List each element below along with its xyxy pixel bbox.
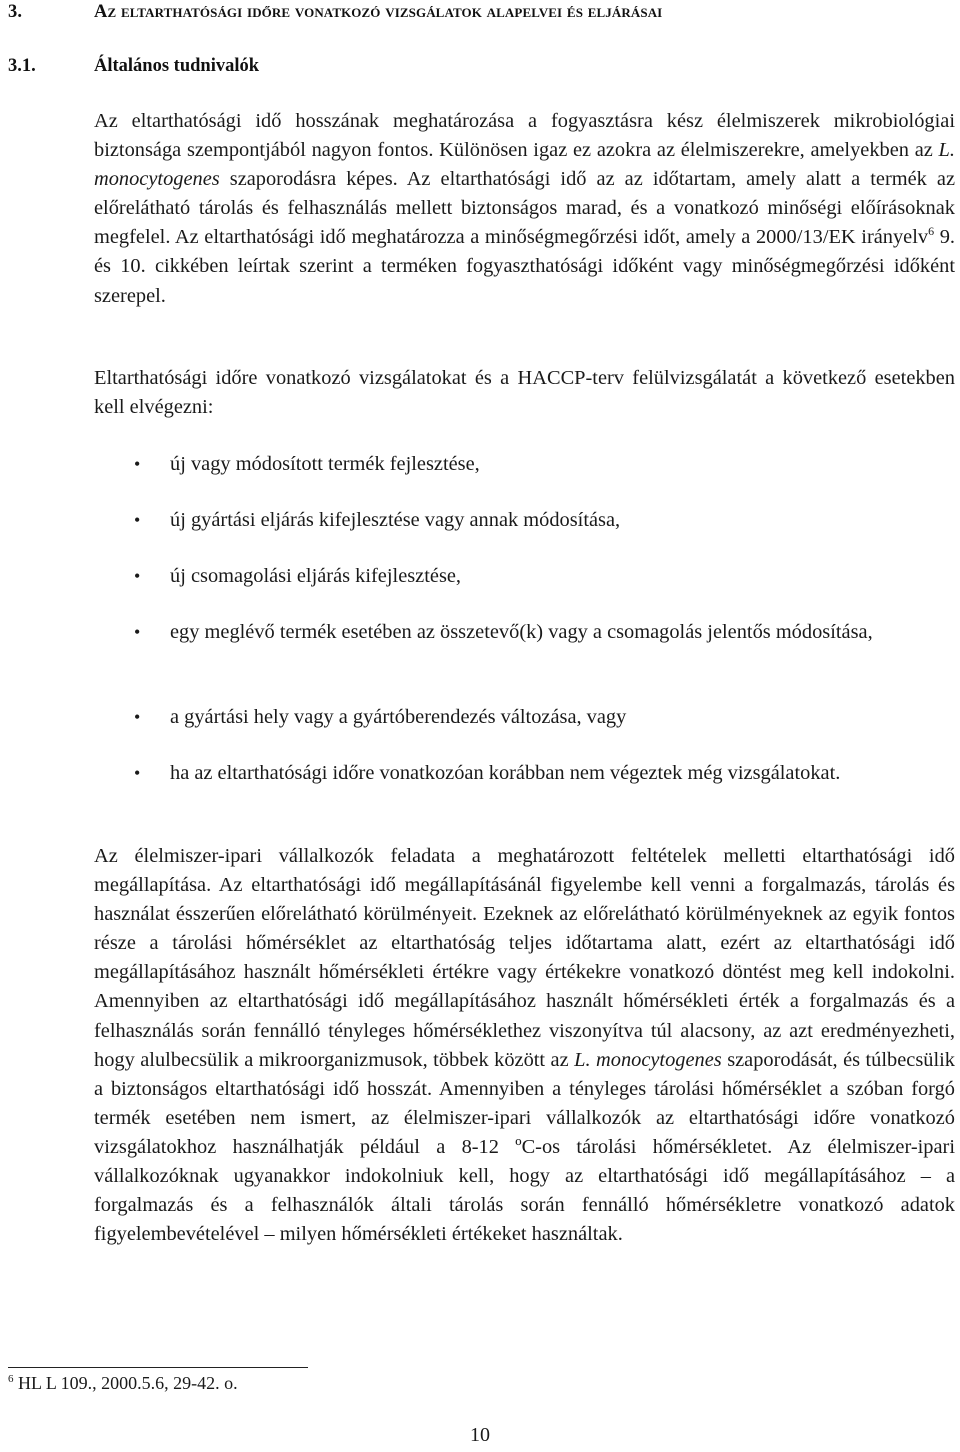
- paragraph-cases: Eltarthatósági időre vonatkozó vizsgálatokat és a HACCP-terv felülvizsgálatát a következő esetekben kell elvégezni:: [94, 367, 955, 419]
- paragraph-intro: Az eltarthatósági idő hosszának meghatározása a fogyasztásra kész élelmiszerek mikrobiológiai biztonsága szempontjából nagyon fontos. Különösen igaz ez azokra az élelmiszerekre, amelyekben az L. monocytogenes szaporodásra képes. Az eltarthatósági idő az az időtartam, amely alatt a termék az előrelátható tárolás és felhasználás mellett biztonságos marad, és a vonatkozó minőségi előírásoknak megfelel. Az eltarthatósági idő meghatározza a minőségmegőrzési időt, amely a 2000/13/EK irányelv$^6$ 9. és 10. cikkében leírtak szerint a terméken fogyaszthatósági időként vagy minőségmegőrzési időként szerepel.: [94, 110, 956, 307]
- footnote-reference[interactable]: 6: [928, 224, 935, 239]
- list-item: • új gyártási eljárás kifejlesztése vagy annak módosítása,: [170, 506, 955, 535]
- subsection-title: Általános tudnivalók: [94, 56, 260, 76]
- paragraph-responsibility: Az élelmiszer-ipari vállalkozók feladata a meghatározott feltételek melletti eltarthatósági idő megállapítása. Az eltarthatósági idő megállapításánál figyelembe kell venni a forgalmazás, tárolás és használat ésszerűen előrelátható körülményeit. Ezeknek az előrelátható körülményeknek az egyik fontos része a tárolási hőmérséklet az eltarthatóság teljes időtartama alatt, ezért az eltarthatósági idő megállapításához használt hőmérsékleti értékre vagy értékekre vonatkozó döntést meg kell indokolni. Amennyiben az eltarthatósági idő megállapításához használt hőmérsékleti érték a forgalmazás és a felhasználás során fennálló tényleges hőmérséklethez viszonyítva túl alacsony, az azt eredményezheti, hogy alulbecsülik a mikroorganizmusok, többek között az L. monocytogenes szaporodását, és túlbecsülik a biztonságos eltarthatósági idő hosszát. Amennyiben a tényleges tárolási hőmérséklet a szóban forgó termék esetében nem ismert, az élelmiszer-ipari vállalkozók az eltarthatósági időre vonatkozó vizsgálatokhoz használhatják például a 8-12 ºC-os tárolási hőmérsékletet. Az élelmiszer-ipari vállalkozóknak ugyanakkor indokolniuk kell, hogy az eltarthatósági idő megállapításához – a forgalmazás és a felhasználók általi tárolás során fennálló hőmérsékletre vonatkozó adatok figyelembevételével – milyen hőmérsékleti értékeket használtak.: [94, 845, 955, 1246]
- species-name: L. monocytogenes: [94, 139, 955, 191]
- section-heading: [8, 2, 662, 23]
- list-item: • új csomagolási eljárás kifejlesztése,: [170, 562, 955, 591]
- bullet-icon: •: [134, 763, 141, 783]
- subsection-number: 3.1.: [8, 56, 36, 76]
- subsection-heading: [8, 56, 259, 77]
- bullet-icon: •: [134, 622, 141, 642]
- section-number: 3.: [8, 2, 23, 22]
- bullet-icon: •: [134, 707, 141, 727]
- bullet-icon: •: [134, 454, 141, 474]
- footnote-mark: 6: [8, 1373, 14, 1385]
- footnote: [8, 1373, 238, 1394]
- footnote-divider: [8, 1367, 308, 1368]
- bullet-icon: •: [134, 510, 141, 530]
- section-title: Az eltarthatósági időre vonatkozó vizsgálatok alapelvei és eljárásai: [94, 2, 663, 22]
- footnote-text: HL L 109., 2000.5.6, 29-42. o.: [13, 1373, 238, 1393]
- species-name: L. monocytogenes: [574, 1048, 722, 1071]
- page-number: 10: [470, 1424, 490, 1446]
- list-item: • a gyártási hely vagy a gyártóberendezés változása, vagy: [170, 703, 955, 732]
- list-item: • új vagy módosított termék fejlesztése,: [170, 450, 955, 479]
- bullet-icon: •: [134, 566, 141, 586]
- list-item: • egy meglévő termék esetében az összetevő(k) vagy a csomagolás jelentős módosítása,: [170, 618, 955, 647]
- list-item: • ha az eltarthatósági időre vonatkozóan korábban nem végeztek még vizsgálatokat.: [170, 759, 955, 788]
